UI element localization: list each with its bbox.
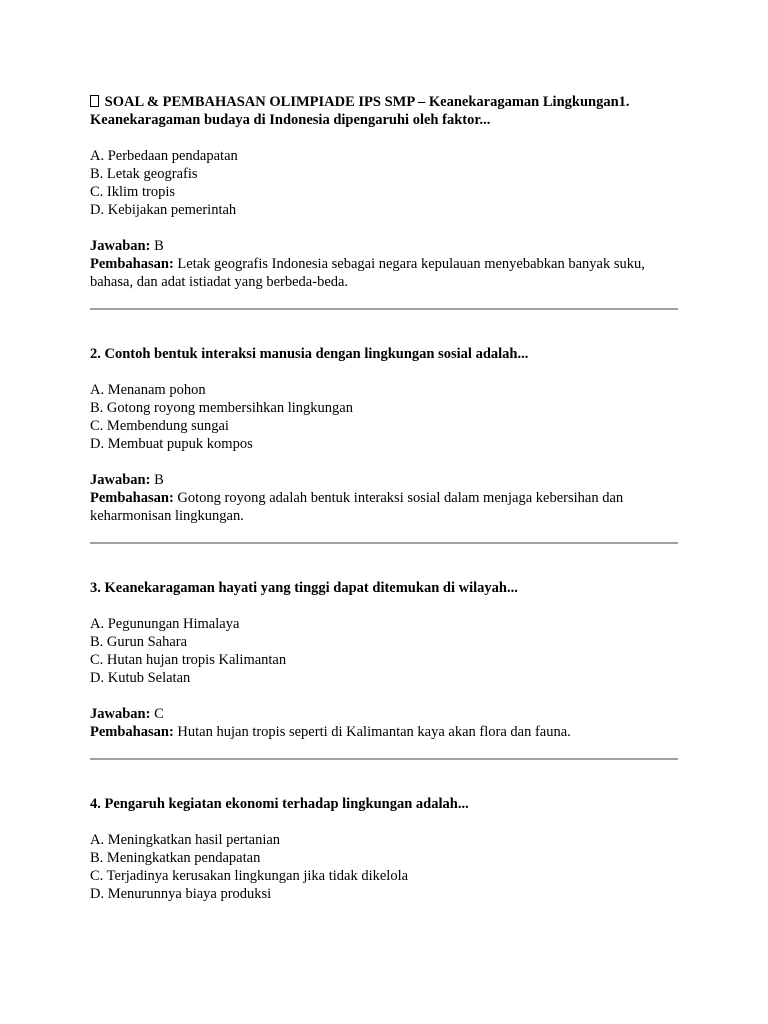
horizontal-divider [90,542,678,544]
explanation-text-1: Letak geografis Indonesia sebagai negara kepulauan menyebabkan banyak suku, bahasa, dan adat istiadat yang berbeda-beda. [90,256,645,290]
option-4d: D. Menurunnya biaya produksi [90,886,272,902]
answer-label: Jawaban: [90,472,151,488]
option-4c: C. Terjadinya kerusakan lingkungan jika tidak dikelola [90,868,409,884]
question-3: 3. Keanekaragaman hayati yang tinggi dapat ditemukan di wilayah... [90,580,518,596]
option-3d: D. Kutub Selatan [90,670,191,686]
explanation-label: Pembahasan: [90,256,174,272]
explanation-text-3: Hutan hujan tropis seperti di Kalimantan kaya akan flora dan fauna. [173,724,571,740]
option-1a: A. Perbedaan pendapatan [90,148,238,164]
option-2b: B. Gotong royong membersihkan lingkungan [90,400,353,416]
answer-value-2: B [150,472,164,488]
options-list-2 [90,381,678,453]
options-list-1 [90,147,678,219]
options-list-3 [90,615,678,687]
explanation-line-3 [90,723,678,741]
answer-block-1 [90,237,678,291]
option-3a: A. Pegunungan Himalaya [90,616,240,632]
option-2d: D. Membuat pupuk kompos [90,436,253,452]
option-4a: A. Meningkatkan hasil pertanian [90,832,281,848]
title-text: SOAL & PEMBAHASAN OLIMPIADE IPS SMP – Keanekaragaman Lingkungan1. Keanekaragaman budaya di Indonesia dipengaruhi oleh faktor... [90,94,630,128]
answer-block-3 [90,705,678,741]
options-list-4 [90,831,678,903]
explanation-line-1 [90,255,678,291]
option-4b: B. Meningkatkan pendapatan [90,850,261,866]
answer-value-1: B [150,238,164,254]
question-4: 4. Pengaruh kegiatan ekonomi terhadap lingkungan adalah... [90,796,469,812]
option-2a: A. Menanam pohon [90,382,206,398]
answer-line-2 [90,471,678,489]
option-3b: B. Gurun Sahara [90,634,188,650]
box-glyph-icon [90,95,99,107]
explanation-text-2: Gotong royong adalah bentuk interaksi sosial dalam menjaga kebersihan dan keharmonisan lingkungan. [90,490,624,524]
option-3c: C. Hutan hujan tropis Kalimantan [90,652,287,668]
answer-block-2 [90,471,678,525]
horizontal-divider [90,758,678,760]
explanation-label: Pembahasan: [90,724,174,740]
explanation-label: Pembahasan: [90,490,174,506]
answer-label: Jawaban: [90,238,151,254]
answer-value-3: C [150,706,164,722]
option-1d: D. Kebijakan pemerintah [90,202,237,218]
document-page [90,93,678,921]
answer-line-1 [90,237,678,255]
horizontal-divider [90,308,678,310]
answer-label: Jawaban: [90,706,151,722]
explanation-line-2 [90,489,678,525]
option-2c: C. Membendung sungai [90,418,229,434]
answer-line-3 [90,705,678,723]
option-1b: B. Letak geografis [90,166,198,182]
document-title [90,93,678,129]
option-1c: C. Iklim tropis [90,184,175,200]
question-2: 2. Contoh bentuk interaksi manusia dengan lingkungan sosial adalah... [90,346,529,362]
